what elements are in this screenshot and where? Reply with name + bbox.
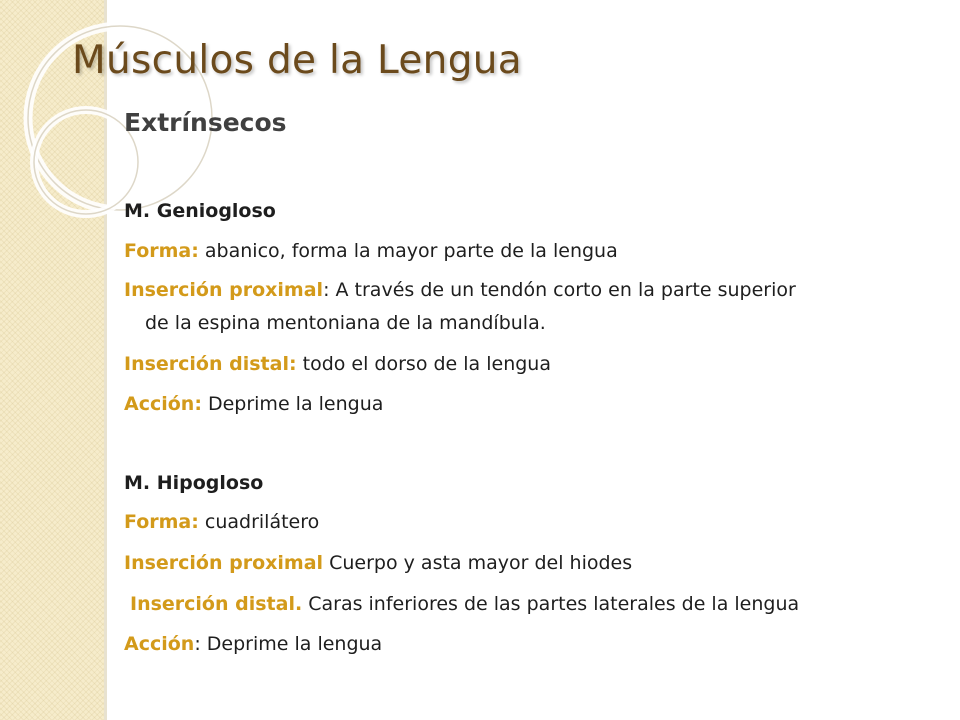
hipogloso-forma (124, 511, 319, 533)
insercion-proximal-text: Cuerpo y asta mayor del hiodes (323, 552, 633, 574)
forma-label: Forma: (124, 240, 199, 262)
insercion-proximal-text: : A través de un tendón corto en la parte superior (323, 279, 796, 301)
hipogloso-accion (124, 633, 382, 655)
insercion-proximal-label: Inserción proximal (124, 279, 324, 301)
geniogloso-insercion-proximal (124, 279, 796, 301)
insercion-distal-label: Inserción distal: (124, 353, 297, 375)
geniogloso-forma (124, 240, 618, 262)
accion-label: Acción: (124, 393, 202, 415)
geniogloso-heading: M. Geniogloso (124, 200, 276, 222)
hipogloso-heading: M. Hipogloso (124, 472, 264, 494)
slide-title: Músculos de la Lengua (72, 38, 522, 83)
hipogloso-insercion-proximal (124, 552, 632, 574)
insercion-distal-text: todo el dorso de la lengua (296, 353, 551, 375)
insercion-distal-label: Inserción distal. (130, 593, 303, 615)
hipogloso-insercion-distal (130, 593, 799, 615)
forma-text: cuadrilátero (198, 511, 320, 533)
forma-label: Forma: (124, 511, 199, 533)
accion-text: Deprime la lengua (201, 393, 384, 415)
forma-text: abanico, forma la mayor parte de la lengua (198, 240, 618, 262)
geniogloso-insercion-distal (124, 353, 551, 375)
geniogloso-insercion-proximal-cont: de la espina mentoniana de la mandíbula. (145, 312, 546, 334)
insercion-distal-text: Caras inferiores de las partes laterales de la lengua (302, 593, 800, 615)
insercion-proximal-label: Inserción proximal (124, 552, 324, 574)
accion-text: : Deprime la lengua (194, 633, 383, 655)
geniogloso-accion (124, 393, 383, 415)
section-subtitle: Extrínsecos (124, 108, 287, 137)
accion-label: Acción (124, 633, 195, 655)
